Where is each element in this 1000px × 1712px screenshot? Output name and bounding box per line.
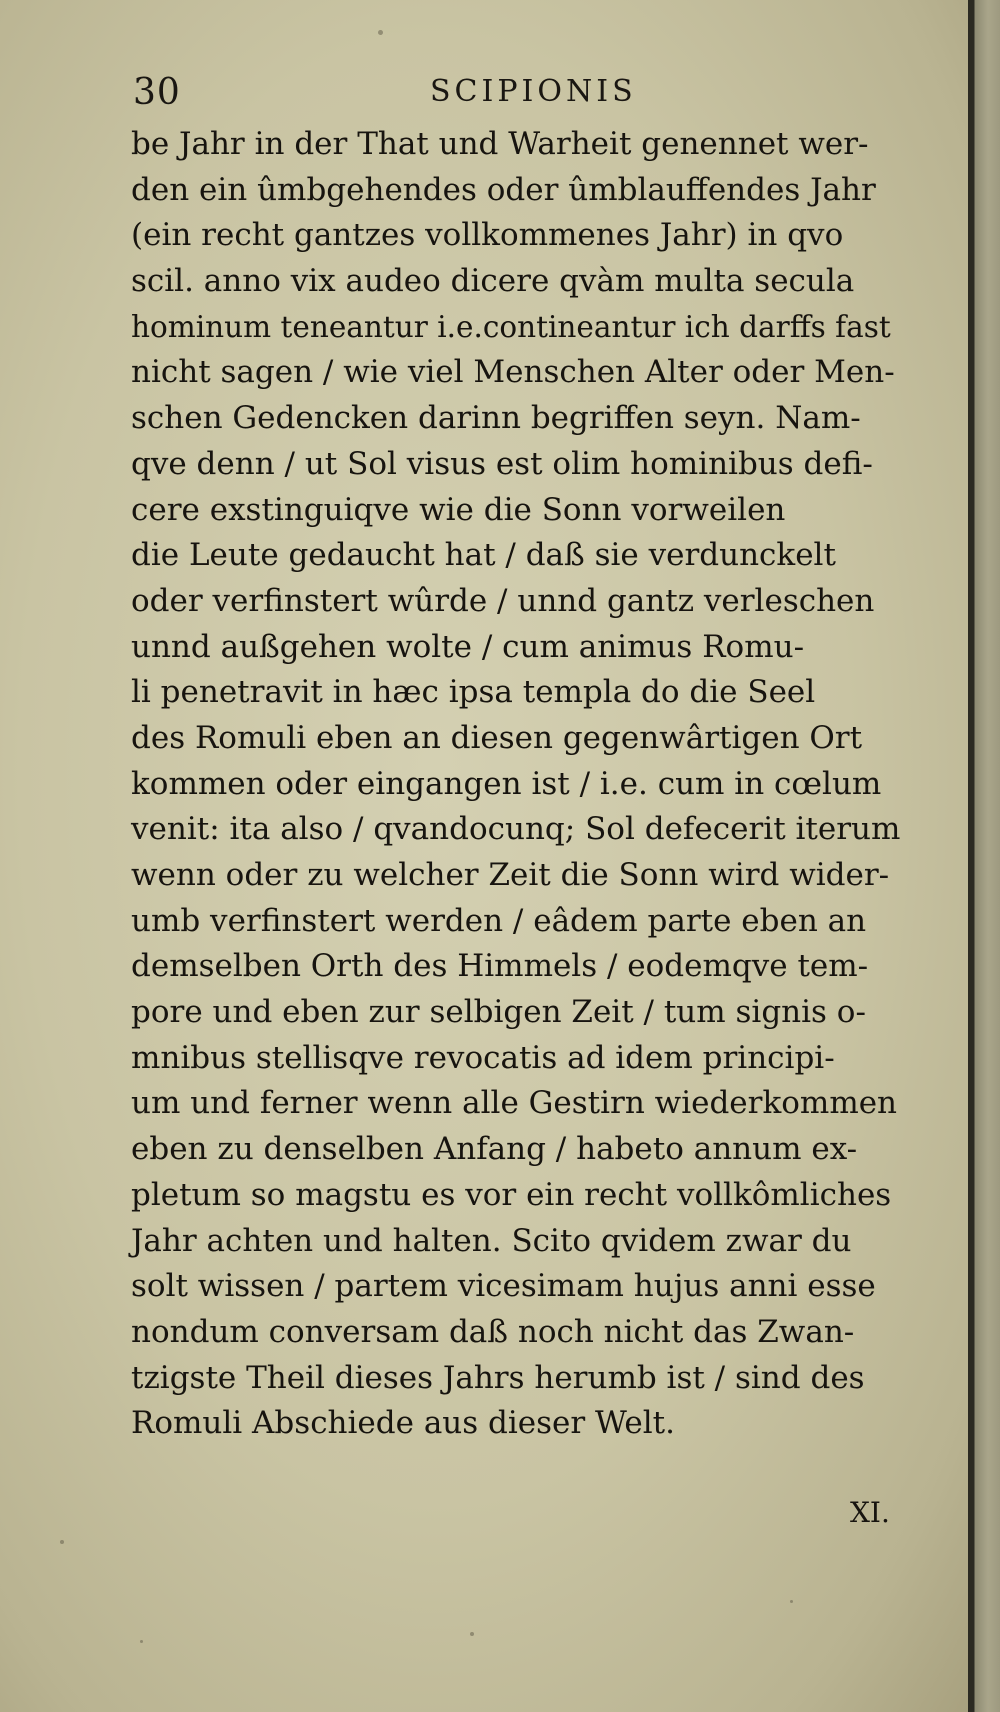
text-line: be Jahr in der That und Warheit genennet wer- (131, 126, 869, 162)
text-line: Romuli Abschiede aus dieser Welt. (131, 1405, 675, 1442)
paper-speck (140, 1640, 143, 1643)
text-line: nondum conversam daß noch nicht das Zwan- (131, 1313, 855, 1350)
text-line: die Leute gedaucht hat / daß sie verdunckelt (131, 537, 836, 574)
text-line: tzigste Theil dieses Jahrs herumb ist / sind des (131, 1359, 865, 1396)
text-line: pletum so magstu es vor ein recht vollkômliches (131, 1176, 892, 1213)
text-line: des Romuli eben an diesen gegenwârtigen Ort (131, 719, 863, 756)
body-text (131, 122, 901, 1447)
text-line: li penetravit in hæc ipsa templa do die Seel (131, 674, 816, 711)
text-line: demselben Orth des Himmels / eodemqve tem- (131, 948, 869, 985)
text-line: kommen oder eingangen ist / i.e. cum in cœlum (131, 765, 882, 802)
text-line: scil. anno vix audeo dicere qvàm multa secula (131, 263, 855, 300)
text-line: solt wissen / partem vicesimam hujus anni esse (131, 1268, 876, 1305)
page-edge-shadow (968, 0, 1000, 1712)
text-line: Jahr achten und halten. Scito qvidem zwar du (131, 1222, 852, 1259)
text-line: qve denn / ut Sol visus est olim hominibus defi- (131, 445, 873, 482)
text-line: oder verfinstert wûrde / unnd gantz verleschen (131, 582, 875, 619)
text-line: (ein recht gantzes vollkommenes Jahr) in qvo (131, 217, 844, 254)
text-line: hominum teneantur i.e.contineantur ich darffs fast (131, 309, 891, 344)
text-line: umb verfinstert werden / eâdem parte eben an (131, 902, 867, 939)
text-line: pore und eben zur selbigen Zeit / tum signis o- (131, 994, 866, 1031)
paper-speck (470, 1632, 474, 1636)
page-header (0, 72, 968, 122)
text-line: venit: ita also / qvandocunq; Sol defecerit iterum (131, 811, 901, 848)
catchword: XI. (850, 1496, 890, 1529)
paper-speck (60, 1540, 64, 1544)
paper-speck (790, 1600, 793, 1603)
running-head: SCIPIONIS (430, 74, 637, 109)
text-line: den ein ûmbgehendes oder ûmblauffendes Jahr (131, 171, 876, 208)
text-line: schen Gedencken darinn begriffen seyn. Nam- (131, 400, 861, 437)
page-number: 30 (133, 72, 181, 113)
text-line: cere exstinguiqve wie die Sonn vorweilen (131, 491, 786, 528)
text-line: um und ferner wenn alle Gestirn wiederkommen (131, 1085, 898, 1122)
text-line: nicht sagen / wie viel Menschen Alter oder Men- (131, 354, 895, 391)
text-line: eben zu denselben Anfang / habeto annum ex- (131, 1131, 858, 1168)
text-line: unnd außgehen wolte / cum animus Romu- (131, 628, 805, 665)
text-line: mnibus stellisqve revocatis ad idem principi- (131, 1039, 835, 1076)
text-line: wenn oder zu welcher Zeit die Sonn wird wider- (131, 857, 890, 893)
paper-speck (378, 30, 383, 35)
